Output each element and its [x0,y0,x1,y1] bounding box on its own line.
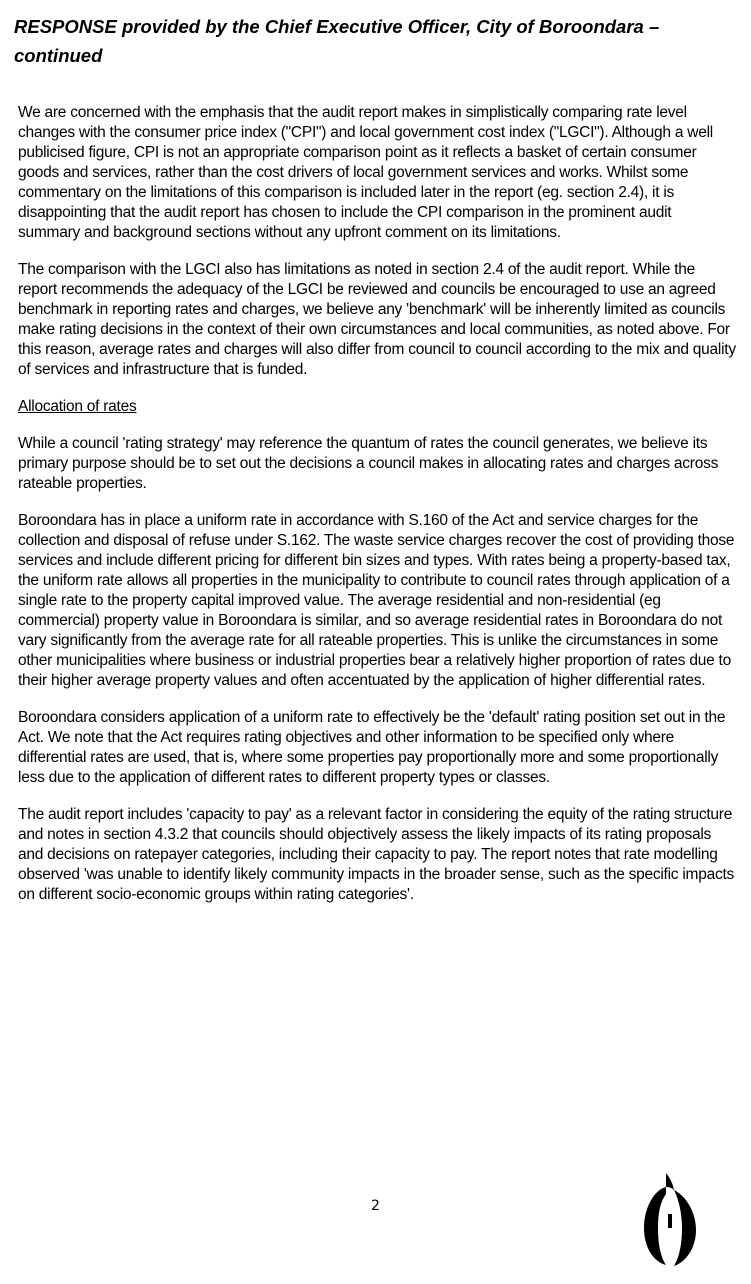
paragraph-rating-strategy: While a council 'rating strategy' may reference the quantum of rates the council generates, we believe its primary purpose should be to set out the decisions a council makes in allocating rates and charges across rateable properties. [18,435,719,492]
document-body [18,103,736,922]
paragraph-uniform-rate: Boroondara has in place a uniform rate in accordance with S.160 of the Act and service charges for the collection and disposal of refuse under S.162. The waste service charges recover the cost of providing those services and include different pricing for different bin sizes and types. With rates being a property-based tax, the uniform rate allows all properties in the municipality to contribute to council rates through application of a single rate to the property capital improved value. The average residential and non-residential (eg commercial) property value in Boroondara is similar, and so average residential rates in Boroondara do not vary significantly from the average rate for all rateable properties. This is unlike the circumstances in some other municipalities where business or industrial properties bear a relatively higher proportion of rates due to their higher average property values and often accentuated by the application of higher differential rates. [18,512,735,689]
page-number: 2 [371,1198,380,1214]
paragraph-lgci-limitations: The comparison with the LGCI also has limitations as noted in section 2.4 of the audit report. While the report recommends the adequacy of the LGCI be reviewed and councils be encouraged to use an agreed benchmark in reporting rates and charges, we believe any 'benchmark' will be inherently limited as councils make rating decisions in the context of their own circumstances and local communities, as noted above. For this reason, average rates and charges will also differ from council to council according to the mix and quality of services and infrastructure that is funded. [18,261,736,378]
paragraph-default-rating-position: Boroondara considers application of a uniform rate to effectively be the 'default' rating position set out in the Act. We note that the Act requires rating objectives and other information to be specified only where differential rates are used, that is, where some properties pay proportionally more and some proportionally less due to the application of different rates to different property types or classes. [18,709,726,786]
page-header: RESPONSE provided by the Chief Executive Officer, City of Boroondara – continued [14,16,660,66]
section-heading-allocation-of-rates: Allocation of rates [18,398,137,415]
paragraph-capacity-to-pay: The audit report includes 'capacity to pay' as a relevant factor in considering the equity of the rating structure and notes in section 4.3.2 that councils should objectively assess the likely impacts of its rating proposals and decisions on ratepayer categories, including their capacity to pay. The report notes that rate modelling observed 'was unable to identify likely community impacts in the broader sense, such as the specific impacts on different socio-economic groups within rating categories'. [18,806,735,903]
boroondara-logo-icon [636,1170,704,1268]
paragraph-cpi-concern: We are concerned with the emphasis that the audit report makes in simplistically comparing rate level changes with the consumer price index ("CPI") and local government cost index ("LGCI"). Although a well publicised figure, CPI is not an appropriate comparison point as it reflects a basket of certain consumer goods and services, rather than the cost drivers of local government services and works. Whilst some commentary on the limitations of this comparison is included later in the report (eg. section 2.4), it is disappointing that the audit report has chosen to include the CPI comparison in the prominent audit summary and background sections without any upfront comment on its limitations. [18,104,713,241]
